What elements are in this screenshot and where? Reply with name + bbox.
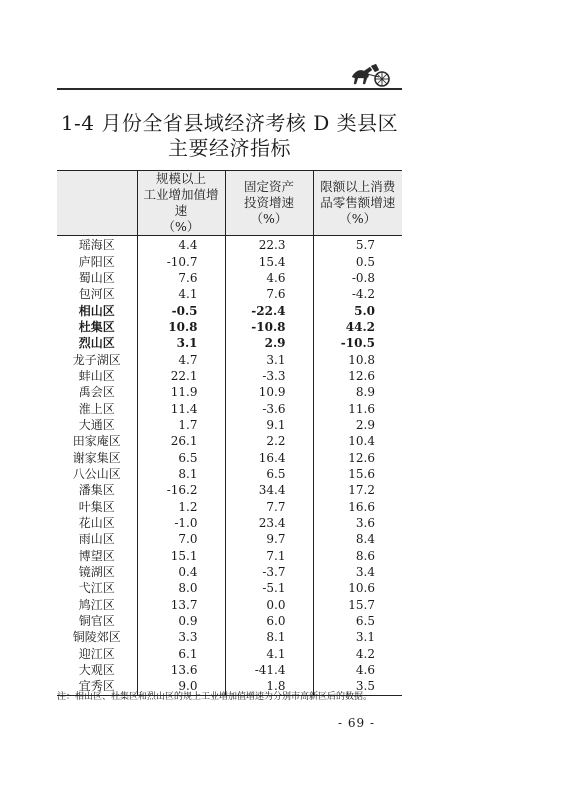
cell-industrial-growth: 13.6 (137, 662, 225, 678)
table-row (57, 335, 402, 351)
cell-investment-growth: 3.1 (225, 351, 313, 367)
table-row (57, 417, 402, 433)
cell-retail-growth: 4.2 (313, 646, 402, 662)
cell-retail-growth: 4.6 (313, 662, 402, 678)
cell-county-name: 包河区 (78, 287, 115, 302)
cell-county-name: 铜陵郊区 (72, 630, 121, 645)
cell-county-name: 相山区 (78, 303, 115, 318)
cell-industrial-growth: 11.9 (137, 384, 225, 400)
cell-investment-growth: 7.7 (225, 499, 313, 515)
cell-county-name: 迎江区 (78, 646, 115, 661)
cell-county-name: 庐阳区 (78, 254, 115, 269)
table-title (57, 111, 402, 161)
cell-retail-growth: 8.6 (313, 548, 402, 564)
cell-county-name: 花山区 (78, 516, 115, 531)
table-row (57, 319, 402, 335)
table-row (57, 384, 402, 400)
cell-retail-growth: 3.5 (313, 678, 402, 695)
header-line: （%） (250, 211, 288, 226)
cell-retail-growth: 5.0 (313, 302, 402, 318)
footnote: 注：相山区、杜集区和烈山区的规上工业增加值增速为分别市高新区后的数据。 (57, 692, 373, 702)
cell-county-name: 镜湖区 (78, 565, 115, 580)
cell-county-name: 叶集区 (78, 499, 115, 514)
cell-investment-growth: 22.3 (225, 236, 313, 254)
cell-industrial-growth: 11.4 (137, 400, 225, 416)
cell-industrial-growth: 0.9 (137, 613, 225, 629)
cell-industrial-growth: 4.1 (137, 286, 225, 302)
table-row (57, 548, 402, 564)
table-row (57, 629, 402, 645)
cell-industrial-growth: 3.3 (137, 629, 225, 645)
cell-retail-growth: -10.5 (313, 335, 402, 351)
table-row (57, 433, 402, 449)
table-row (57, 613, 402, 629)
cell-investment-growth: 16.4 (225, 449, 313, 465)
table-row (57, 499, 402, 515)
cell-investment-growth: 7.1 (225, 548, 313, 564)
table-row (57, 531, 402, 547)
cell-retail-growth: 10.6 (313, 580, 402, 596)
cell-retail-growth: 12.6 (313, 368, 402, 384)
cell-county-name: 鸠江区 (78, 597, 115, 612)
cell-county-name: 龙子湖区 (72, 352, 121, 367)
cell-retail-growth: -4.2 (313, 286, 402, 302)
cell-industrial-growth: 1.2 (137, 499, 225, 515)
cell-retail-growth: 15.6 (313, 466, 402, 482)
cell-industrial-growth: 7.6 (137, 270, 225, 286)
cell-investment-growth: 2.9 (225, 335, 313, 351)
cell-industrial-growth: 3.1 (137, 335, 225, 351)
table-row (57, 253, 402, 269)
cell-retail-growth: 16.6 (313, 499, 402, 515)
table-row (57, 236, 402, 254)
header-line: 工业增加值增速 (143, 187, 219, 218)
cell-industrial-growth: 7.0 (137, 531, 225, 547)
cell-retail-growth: 3.1 (313, 629, 402, 645)
cell-industrial-growth: 6.1 (137, 646, 225, 662)
cell-industrial-growth: -0.5 (137, 302, 225, 318)
cell-industrial-growth: 15.1 (137, 548, 225, 564)
header-line: 品零售额增速 (320, 195, 396, 210)
horse-chariot-icon (349, 60, 391, 88)
cell-investment-growth: 34.4 (225, 482, 313, 498)
cell-county-name: 田家庵区 (72, 434, 121, 449)
cell-investment-growth: 2.2 (225, 433, 313, 449)
cell-county-name: 蚌山区 (78, 368, 115, 383)
title-line-2: 主要经济指标 (168, 136, 291, 160)
cell-retail-growth: -0.8 (313, 270, 402, 286)
cell-industrial-growth: 8.0 (137, 580, 225, 596)
cell-investment-growth: -22.4 (225, 302, 313, 318)
cell-retail-growth: 44.2 (313, 319, 402, 335)
cell-industrial-growth: 6.5 (137, 449, 225, 465)
cell-industrial-growth: 4.7 (137, 351, 225, 367)
cell-county-name: 潘集区 (78, 483, 115, 498)
cell-investment-growth: -41.4 (225, 662, 313, 678)
cell-county-name: 瑶海区 (78, 238, 115, 253)
table-row (57, 564, 402, 580)
cell-retail-growth: 0.5 (313, 253, 402, 269)
table-body (57, 236, 402, 696)
header-line: 固定资产 (243, 179, 294, 194)
header-county (57, 171, 137, 236)
table-row (57, 368, 402, 384)
cell-industrial-growth: -16.2 (137, 482, 225, 498)
header-line: 限额以上消费 (320, 179, 396, 194)
cell-investment-growth: -3.6 (225, 400, 313, 416)
table-row (57, 662, 402, 678)
cell-investment-growth: -10.8 (225, 319, 313, 335)
cell-county-name: 八公山区 (72, 466, 121, 481)
table-row (57, 597, 402, 613)
cell-investment-growth: -5.1 (225, 580, 313, 596)
cell-investment-growth: 7.6 (225, 286, 313, 302)
cell-retail-growth: 5.7 (313, 236, 402, 254)
cell-county-name: 蜀山区 (78, 270, 115, 285)
header-line: 规模以上 (155, 171, 206, 186)
cell-retail-growth: 10.8 (313, 351, 402, 367)
cell-investment-growth: 8.1 (225, 629, 313, 645)
table-row (57, 286, 402, 302)
header-industrial-growth (137, 171, 225, 236)
cell-retail-growth: 11.6 (313, 400, 402, 416)
cell-investment-growth: 6.5 (225, 466, 313, 482)
title-line-1: 1-4 月份全省县域经济考核 D 类县区 (60, 111, 399, 135)
cell-county-name: 淮上区 (78, 401, 115, 416)
header-line: （%） (339, 211, 377, 226)
cell-county-name: 杜集区 (78, 319, 115, 334)
indicator-table (57, 170, 402, 696)
cell-county-name: 烈山区 (78, 336, 115, 351)
cell-industrial-growth: -1.0 (137, 515, 225, 531)
cell-investment-growth: -3.7 (225, 564, 313, 580)
table-row (57, 302, 402, 318)
cell-investment-growth: 1.8 (225, 678, 313, 695)
header-retail-growth (313, 171, 402, 236)
cell-county-name: 禹会区 (78, 385, 115, 400)
cell-industrial-growth: -10.7 (137, 253, 225, 269)
cell-county-name: 谢家集区 (72, 450, 121, 465)
cell-county-name: 宜秀区 (57, 678, 137, 695)
header-rule (57, 88, 402, 90)
cell-investment-growth: 4.6 (225, 270, 313, 286)
cell-investment-growth: 0.0 (225, 597, 313, 613)
cell-investment-growth: 23.4 (225, 515, 313, 531)
cell-retail-growth: 8.4 (313, 531, 402, 547)
cell-investment-growth: 4.1 (225, 646, 313, 662)
cell-industrial-growth: 22.1 (137, 368, 225, 384)
cell-investment-growth: 9.1 (225, 417, 313, 433)
table-row (57, 646, 402, 662)
cell-county-name: 博望区 (78, 548, 115, 563)
table-row (57, 351, 402, 367)
cell-county-name: 弋江区 (78, 581, 115, 596)
cell-retail-growth: 3.4 (313, 564, 402, 580)
cell-retail-growth: 15.7 (313, 597, 402, 613)
cell-investment-growth: -3.3 (225, 368, 313, 384)
table-row (57, 580, 402, 596)
table-row (57, 515, 402, 531)
cell-retail-growth: 8.9 (313, 384, 402, 400)
cell-county-name: 大通区 (78, 417, 115, 432)
cell-county-name: 铜官区 (78, 614, 115, 629)
page-number: - 69 - (338, 716, 376, 730)
cell-county-name: 雨山区 (78, 532, 115, 547)
cell-retail-growth: 3.6 (313, 515, 402, 531)
cell-industrial-growth: 26.1 (137, 433, 225, 449)
header-line: （%） (162, 219, 200, 234)
cell-retail-growth: 17.2 (313, 482, 402, 498)
cell-investment-growth: 9.7 (225, 531, 313, 547)
cell-industrial-growth: 13.7 (137, 597, 225, 613)
table-row (57, 482, 402, 498)
table-row (57, 400, 402, 416)
cell-industrial-growth: 10.8 (137, 319, 225, 335)
table-row (57, 466, 402, 482)
cell-retail-growth: 10.4 (313, 433, 402, 449)
cell-industrial-growth: 0.4 (137, 564, 225, 580)
cell-investment-growth: 10.9 (225, 384, 313, 400)
cell-industrial-growth: 8.1 (137, 466, 225, 482)
cell-county-name: 大观区 (78, 663, 115, 678)
cell-retail-growth: 6.5 (313, 613, 402, 629)
table-row (57, 449, 402, 465)
header-line: 投资增速 (243, 195, 294, 210)
table-header-row (57, 171, 402, 236)
cell-investment-growth: 6.0 (225, 613, 313, 629)
cell-industrial-growth: 4.4 (137, 236, 225, 254)
header-investment-growth (225, 171, 313, 236)
cell-investment-growth: 15.4 (225, 253, 313, 269)
cell-retail-growth: 2.9 (313, 417, 402, 433)
cell-industrial-growth: 9.0 (137, 678, 225, 695)
cell-retail-growth: 12.6 (313, 449, 402, 465)
table-row (57, 270, 402, 286)
cell-industrial-growth: 1.7 (137, 417, 225, 433)
